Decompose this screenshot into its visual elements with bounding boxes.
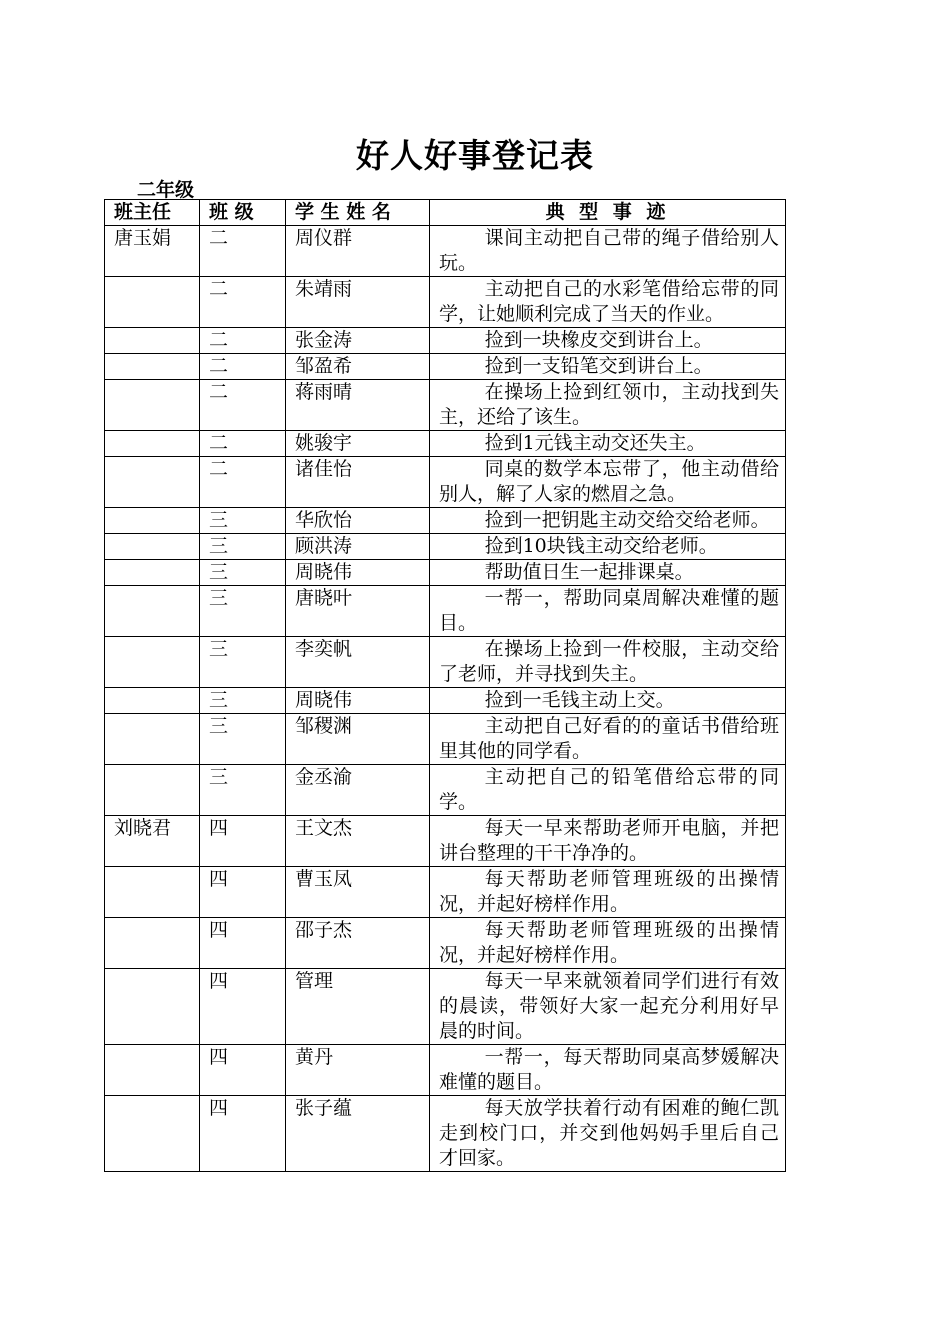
table-row [105,688,786,714]
cell-student-name: 邹盈希 [286,354,430,380]
cell-class: 三 [200,765,286,816]
table-row [105,637,786,688]
header-student-name: 学 生 姓 名 [286,200,430,226]
table-row [105,867,786,918]
cell-deed: 在操场上捡到红领巾，主动找到失主，还给了该生。 [430,380,786,431]
cell-student-name: 金丞渝 [286,765,430,816]
cell-deed: 课间主动把自己带的绳子借给别人玩。 [430,226,786,277]
cell-teacher [105,765,200,816]
table-row [105,586,786,637]
cell-teacher [105,328,200,354]
cell-student-name: 管理 [286,969,430,1045]
cell-class: 三 [200,560,286,586]
table-row [105,765,786,816]
cell-student-name: 邵子杰 [286,918,430,969]
cell-class: 三 [200,508,286,534]
cell-deed: 每天帮助老师管理班级的出操情况，并起好榜样作用。 [430,867,786,918]
cell-class: 三 [200,714,286,765]
cell-deed: 捡到一支铅笔交到讲台上。 [430,354,786,380]
cell-deed: 捡到一毛钱主动上交。 [430,688,786,714]
cell-class: 二 [200,380,286,431]
cell-student-name: 周晓伟 [286,688,430,714]
cell-deed: 在操场上捡到一件校服，主动交给了老师，并寻找到失主。 [430,637,786,688]
cell-student-name: 华欣怡 [286,508,430,534]
cell-teacher [105,688,200,714]
cell-teacher [105,508,200,534]
cell-deed: 主动把自己的铅笔借给忘带的同学。 [430,765,786,816]
cell-teacher [105,867,200,918]
cell-class: 二 [200,328,286,354]
page-title: 好人好事登记表 [356,136,594,175]
cell-class: 四 [200,969,286,1045]
table-row [105,457,786,508]
cell-class: 四 [200,1096,286,1172]
cell-deed: 主动把自己好看的的童话书借给班里其他的同学看。 [430,714,786,765]
cell-class: 二 [200,457,286,508]
cell-teacher [105,457,200,508]
cell-teacher [105,637,200,688]
cell-teacher: 刘晓君 [105,816,200,867]
cell-class: 三 [200,688,286,714]
table-row [105,1045,786,1096]
cell-student-name: 顾洪涛 [286,534,430,560]
cell-teacher [105,1096,200,1172]
cell-teacher [105,714,200,765]
cell-teacher [105,431,200,457]
cell-deed: 一帮一，每天帮助同桌高梦媛解决难懂的题目。 [430,1045,786,1096]
cell-class: 四 [200,816,286,867]
cell-teacher [105,969,200,1045]
table-row [105,1096,786,1172]
cell-teacher [105,918,200,969]
table-row [105,431,786,457]
cell-teacher [105,380,200,431]
cell-class: 三 [200,586,286,637]
cell-class: 四 [200,1045,286,1096]
cell-class: 二 [200,431,286,457]
cell-teacher [105,586,200,637]
cell-teacher [105,560,200,586]
table-row [105,508,786,534]
cell-deed: 每天放学扶着行动有困难的鲍仁凯走到校门口，并交到他妈妈手里后自己才回家。 [430,1096,786,1172]
cell-student-name: 张子蕴 [286,1096,430,1172]
cell-student-name: 诸佳怡 [286,457,430,508]
table-row [105,354,786,380]
cell-class: 二 [200,226,286,277]
cell-teacher: 唐玉娟 [105,226,200,277]
cell-class: 二 [200,277,286,328]
table-row [105,714,786,765]
cell-deed: 一帮一，帮助同桌周解决难懂的题目。 [430,586,786,637]
cell-teacher [105,534,200,560]
table-row [105,534,786,560]
cell-student-name: 曹玉凤 [286,867,430,918]
cell-student-name: 黄丹 [286,1045,430,1096]
cell-student-name: 唐晓叶 [286,586,430,637]
cell-teacher [105,277,200,328]
cell-deed: 帮助值日生一起排课桌。 [430,560,786,586]
cell-teacher [105,354,200,380]
cell-class: 三 [200,534,286,560]
header-teacher: 班主任 [105,200,200,226]
cell-class: 二 [200,354,286,380]
cell-deed: 每天帮助老师管理班级的出操情况，并起好榜样作用。 [430,918,786,969]
table-row [105,277,786,328]
cell-student-name: 周仪群 [286,226,430,277]
cell-class: 四 [200,918,286,969]
cell-student-name: 王文杰 [286,816,430,867]
cell-student-name: 姚骏宇 [286,431,430,457]
cell-deed: 捡到1元钱主动交还失主。 [430,431,786,457]
cell-deed: 主动把自己的水彩笔借给忘带的同学，让她顺利完成了当天的作业。 [430,277,786,328]
cell-class: 四 [200,867,286,918]
grade-label: 二年级 [137,179,195,201]
table-row [105,380,786,431]
header-row [105,200,786,226]
cell-deed: 同桌的数学本忘带了，他主动借给别人，解了人家的燃眉之急。 [430,457,786,508]
cell-student-name: 朱靖雨 [286,277,430,328]
cell-deed: 捡到10块钱主动交给老师。 [430,534,786,560]
cell-deed: 每天一早来就领着同学们进行有效的晨读，带领好大家一起充分利用好早晨的时间。 [430,969,786,1045]
table-row [105,226,786,277]
header-class: 班 级 [200,200,286,226]
cell-student-name: 蒋雨晴 [286,380,430,431]
cell-teacher [105,1045,200,1096]
cell-deed: 捡到一块橡皮交到讲台上。 [430,328,786,354]
header-deed: 典 型 事 迹 [430,200,786,226]
cell-student-name: 周晓伟 [286,560,430,586]
cell-deed: 每天一早来帮助老师开电脑，并把讲台整理的干干净净的。 [430,816,786,867]
cell-student-name: 李奕帆 [286,637,430,688]
cell-deed: 捡到一把钥匙主动交给交给老师。 [430,508,786,534]
cell-student-name: 张金涛 [286,328,430,354]
cell-student-name: 邹稷渊 [286,714,430,765]
register-table [104,199,786,1172]
cell-class: 三 [200,637,286,688]
table-row [105,560,786,586]
table-row [105,816,786,867]
table-row [105,918,786,969]
table-row [105,328,786,354]
table-row [105,969,786,1045]
